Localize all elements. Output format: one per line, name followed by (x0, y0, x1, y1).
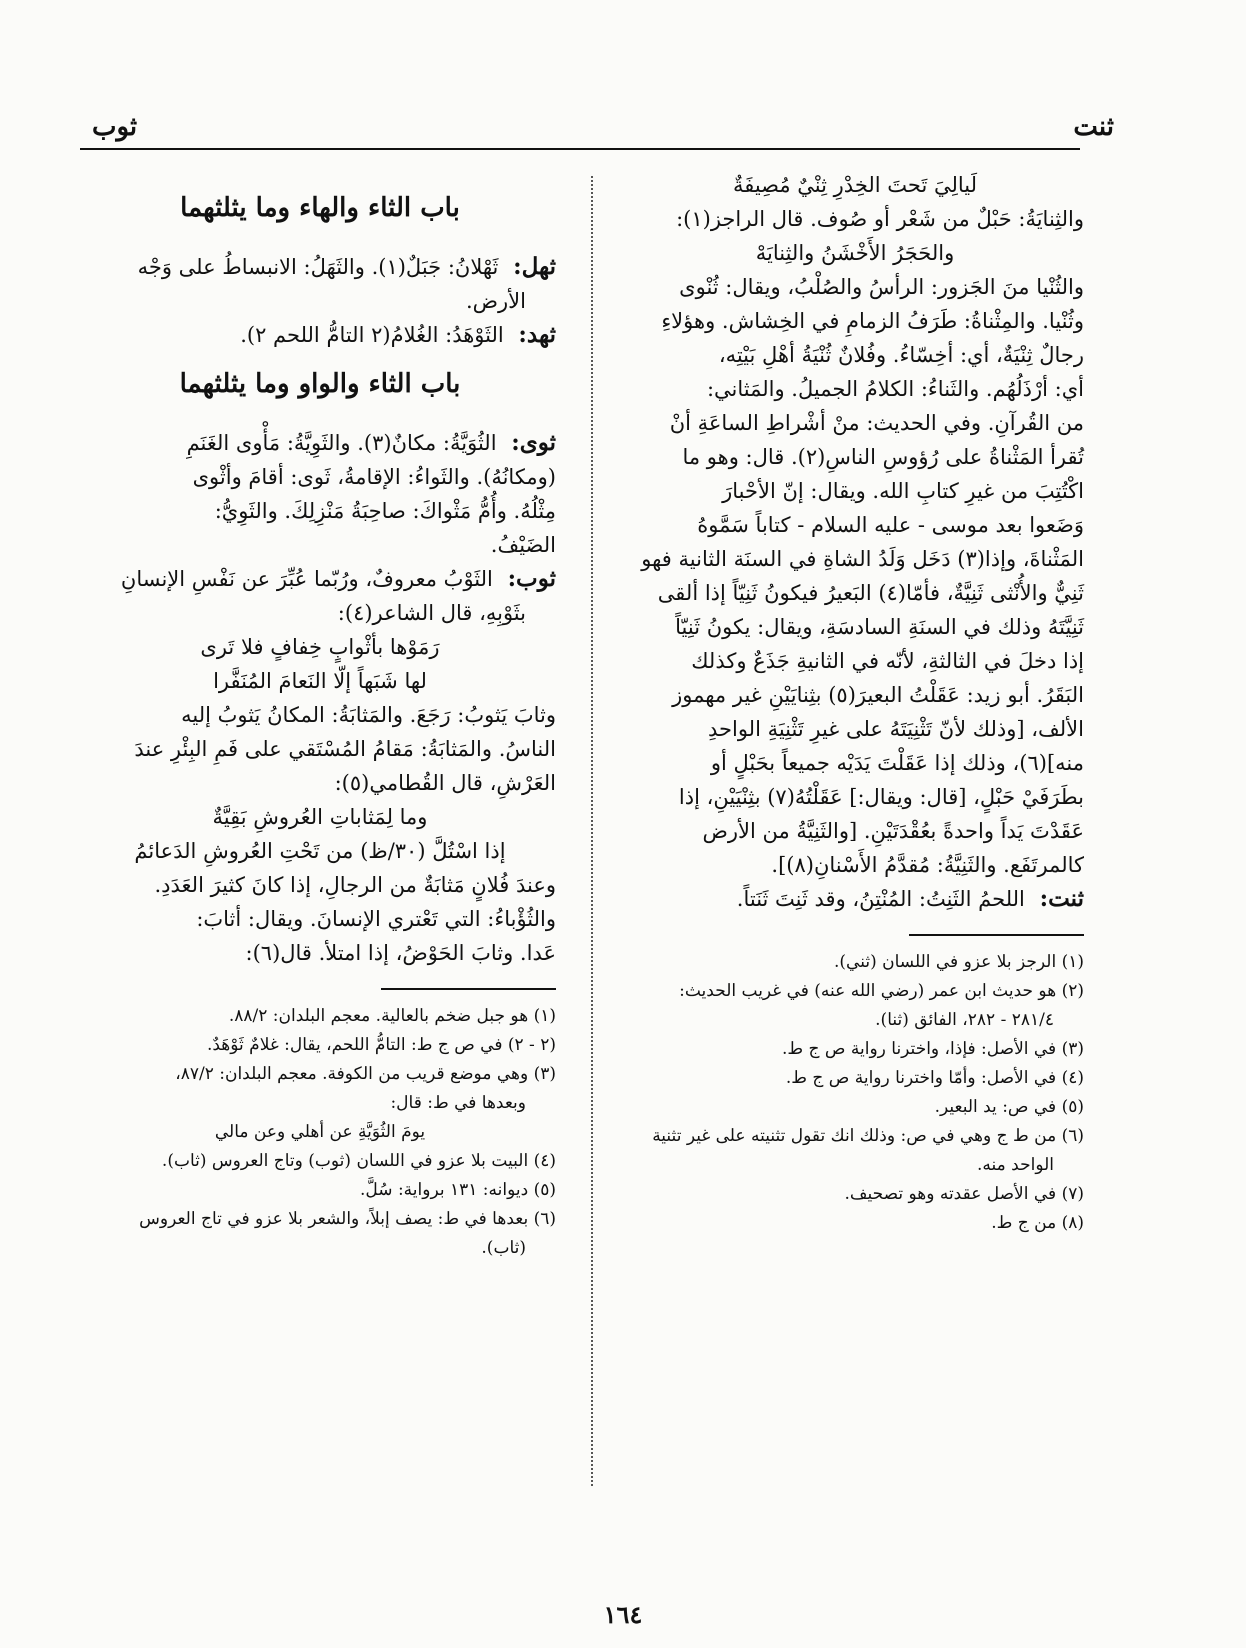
entry-text: الثَوْبُ معروفٌ، ورُبّما عُبِّرَ عن نَفْسِ الإنسانِ (120, 567, 493, 591)
text-line: والثُؤْباءُ: التي تَعْتري الإنسانَ. ويقال: أثابَ: (196, 907, 556, 931)
text-line: تُقرأ المَثْناةُ على رُؤوسِ الناسِ(٢). قال: وهو ما (682, 445, 1084, 469)
section-heading: باب الثاء والواو وما يثلثهما (179, 369, 461, 399)
entry-text: الثُوَيَّةُ: مكانٌ(٣). والثَوِيَّةُ: مَأْوى الغَنَمِ (186, 431, 497, 455)
entry-thhl (84, 250, 556, 284)
entry-text: اللحمُ الثَنِتُ: المُنْتِنُ، وقد ثَنِتَ ثَنَتاً. (736, 887, 1025, 911)
footnote: (ثاب). (481, 1238, 526, 1258)
footnote-rule (909, 934, 1084, 936)
text-line: والثُنْيا منَ الجَزور: الرأسُ والصُلْبُ، ويقال: ثُنْوى (679, 275, 1084, 299)
footnote: (١) الرجز بلا عزو في اللسان (ثني). (834, 952, 1084, 972)
headword: ثنت: (1039, 885, 1084, 912)
entry-thnt (626, 882, 1084, 916)
footnote-rule (381, 988, 556, 990)
headword: ثوى: (511, 429, 556, 456)
footnote: ٢٨١/٤ - ٢٨٢، الفائق (ثنا). (875, 1010, 1054, 1030)
text-line: وثابَ يَثوبُ: رَجَعَ. والمَثابَةُ: المكانُ يَثوبُ إليه (181, 703, 556, 727)
section-heading: باب الثاء والهاء وما يثلثهما (180, 193, 460, 223)
entry-thhd (84, 318, 556, 352)
headword: ثوب: (507, 565, 556, 592)
verse-line: رَمَوْها بأثْوابٍ خِفافٍ فلا تَرى (200, 635, 440, 659)
text-line: اكْتُتِبَ من غيرِ كتابِ الله. ويقال: إنّ الأحْبارَ (722, 479, 1084, 503)
entry-thwa (84, 426, 556, 460)
verse-line: لَيالِيَ تَحتَ الخِدْرِ ثِنْيٌ مُصِيفَةٌ (732, 173, 978, 197)
page-number: ١٦٤ (603, 1600, 643, 1629)
text-line: منه](٦)، وذلك إذا عَقَلْتَ يَدَيْه جميعاً بحَبْلٍ أو (710, 751, 1084, 775)
text-line: ثَنِيٌّ والأُنْثى ثَنِيَّةٌ، فأمّا(٤) البَعيرُ فيكونُ ثَنِيّاً إذا ألقى (657, 581, 1084, 605)
footnote: وبعدها في ط: قال: (390, 1093, 526, 1113)
footnote: (٣) وهي موضع قريب من الكوفة. معجم البلدان: ٨٧/٢، (175, 1064, 556, 1084)
footnote: (٥) في ص: يد البعير. (934, 1097, 1084, 1117)
headword: ثهل: (513, 253, 556, 280)
text-line: وَضَعوا بعد موسى - عليه السلام - كتاباً سَمَّوهُ (697, 513, 1084, 537)
verse-line: إذا اسْتُلَّ (٣٠/ظ) من تَحْتِ العُروشِ الدَعائمُ (134, 839, 506, 863)
verse-line: لها شَبَهاً إلّا النَعامَ المُنَفَّرا (213, 669, 427, 693)
text-line: وعندَ فُلانٍ مَثابَةٌ من الرجالِ، إذا كانَ كثيرَ العَدَدِ. (154, 873, 556, 897)
footnote: الواحد منه. (977, 1155, 1054, 1175)
footnote: (٣) في الأصل: فإذا، واخترنا رواية ص ج ط. (782, 1039, 1084, 1059)
text-line: عَقَدْتَ يَداً واحدةً بعُقْدَتَيْنِ. [والثَنِيَّةُ من الأرض (702, 819, 1084, 843)
text-line: الضَيْفُ. (490, 533, 556, 557)
footnote: (٦) بعدها في ط: يصف إبلاً، والشعر بلا عزو في تاج العروس (139, 1209, 556, 1229)
entry-text: الثَوْهَدُ: الغُلامُ(٢ التامُّ اللحم ٢). (240, 323, 504, 347)
entry-thwb (84, 562, 556, 596)
footnote: (٤) البيت بلا عزو في اللسان (ثوب) وتاج العروس (ثاب). (161, 1151, 556, 1171)
verse-line: وما لِمَثاباتِ العُروشِ بَقِيَّةٌ (212, 805, 428, 829)
footnote: (٥) ديوانه: ١٣١ برواية: سُلَّ. (360, 1180, 556, 1200)
text-line: (ومكانُهُ). والثَواءُ: الإقامةُ، ثَوى: أقامَ وأثْوى (192, 465, 556, 489)
text-line: الأرض. (465, 289, 526, 313)
text-line: وثُنْيا. والمِثْناةُ: طَرَفُ الزمامِ في الخِشاش. وهؤلاءِ (661, 309, 1084, 333)
headword: ثهد: (518, 321, 556, 348)
text-line: ثَنِيَّتَهُ وذلك في السنَةِ السادسَةِ، ويقال: يكونُ ثَنِيّاً (675, 615, 1084, 639)
text-line: عَدا. وثابَ الحَوْضُ، إذا امتلأ. قال(٦): (245, 941, 556, 965)
text-line: بثَوْبِهِ، قال الشاعر(٤): (337, 601, 526, 625)
footnote-verse: يومَ الثُوَيَّةِ عن أهلي وعن مالي (214, 1122, 426, 1142)
footnote: (٧) في الأصل عقدته وهو تصحيف. (844, 1184, 1084, 1204)
text-line: رجالٌ ثِنْيَةٌ، أي: أخِسّاءُ. وفُلانٌ ثُنْيَةُ أهْلِ بَيْتِه، (718, 343, 1084, 367)
footnote: (٨) من ج ط. (991, 1213, 1084, 1233)
entry-text: ثَهْلانُ: جَبَلٌ(١). والثَهَلُ: الانبساطُ على وَجْه (137, 255, 499, 279)
header-rule (80, 148, 1080, 150)
text-line: الناسُ. والمَثابَةُ: مَقامُ المُسْتَقي على فَمِ البِئْرِ عندَ (134, 737, 556, 761)
text-line: أي: أرْذَلُهُم. والثَناءُ: الكلامُ الجميلُ. والمَثاني: (706, 377, 1084, 401)
column-divider (591, 176, 593, 1486)
text-line: البَقَرُ. أبو زيد: عَقَلْتُ البعيرَ(٥) بثِنايَيْنِ غير مهموز (672, 683, 1084, 707)
text-line: كالمرتَفَع. والثَنِيَّةُ: مُقدَّمُ الأَسْنانِ(٨)]. (771, 853, 1084, 877)
text-line: العَرْشِ، قال القُطامي(٥): (334, 771, 556, 795)
running-header-right: ثنت (1073, 112, 1114, 142)
text-line: والثِنايَةُ: حَبْلٌ من شَعْر أو صُوف. قال الراجز(١): (676, 207, 1084, 231)
footnote: (٤) في الأصل: وأمّا واخترنا رواية ص ج ط. (785, 1068, 1084, 1088)
text-line: إذا دخلَ في الثالثةِ، لأنّه في الثانيةِ جَذَعٌ وكذلك (691, 649, 1084, 673)
running-header-left: ثوب (92, 112, 138, 142)
text-line: مِثْلُهُ. وأُمُّ مَثْواكَ: صاحِبَةُ مَنْزِلِكَ. والثَوِيُّ: (214, 499, 556, 523)
text-line: المَثْناةَ، وإذا(٣) دَخَل وَلَدُ الشاةِ في السنَة الثانية فهو (641, 547, 1084, 571)
left-column (84, 176, 556, 1263)
footnote: (٢) هو حديث ابن عمر (رضي الله عنه) في غريب الحديث: (679, 981, 1084, 1001)
text-line: بطَرَفَيْ حَبْلٍ، [قال: ويقال:] عَقَلْتُهُ(٧) بثِنْيَيْنِ، إذا (678, 785, 1084, 809)
verse-line: والحَجَرُ الأَخْشَنُ والثِنايَهْ (755, 241, 955, 265)
footnote: (٦) من ط ج وهي في ص: وذلك انك تقول تثنيته على غير تثنية (652, 1126, 1084, 1146)
text-line: الألف، [وذلك لأنّ تَثْنِيَتَهُ على غيرِ تَثْنِيَةِ الواحدِ (707, 717, 1084, 741)
footnote: (٢ - ٢) في ص ج ط: التامُّ اللحم، يقال: غلامٌ ثَوْهَدٌ. (206, 1035, 556, 1055)
footnote: (١) هو جبل ضخم بالعالية. معجم البلدان: ٨٨/٢. (228, 1006, 556, 1026)
text-line: من القُرآنِ. وفي الحديث: منْ أشْراطِ الساعَةِ أنْ (669, 411, 1084, 435)
right-column (626, 168, 1084, 1238)
